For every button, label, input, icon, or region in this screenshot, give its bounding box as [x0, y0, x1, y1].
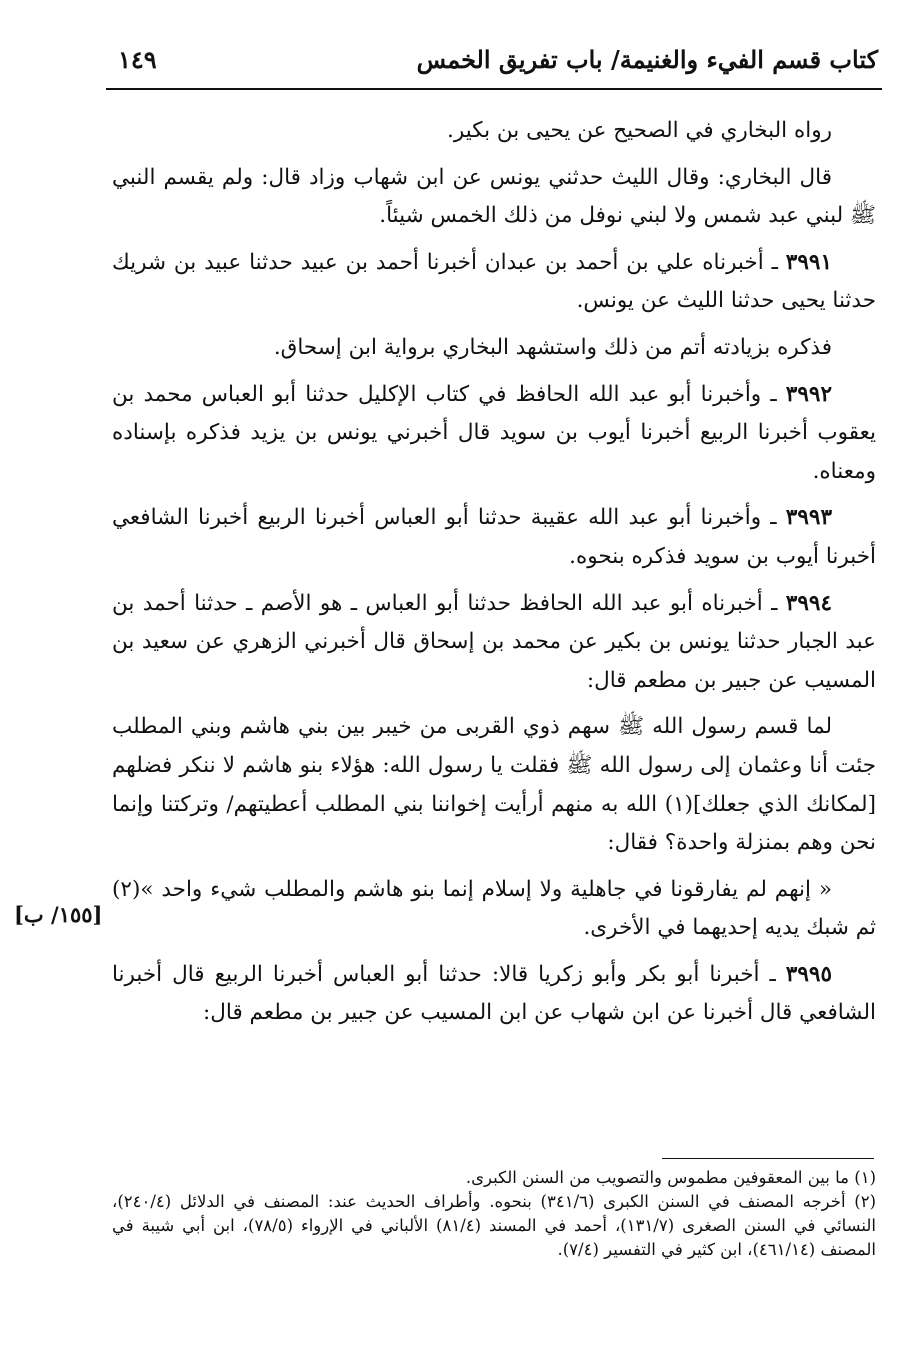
hadith-paragraph: [112, 499, 876, 576]
header-divider: [106, 88, 882, 90]
paragraph-text: « إنهم لم يفارقونا في جاهلية ولا إسلام إنما بنو هاشم والمطلب شيء واحد »(٢) ثم شبك يديه إحديهما في الأخرى.: [112, 876, 876, 941]
paragraph-text: فذكره بزيادته أتم من ذلك واستشهد البخاري برواية ابن إسحاق.: [273, 334, 832, 360]
paragraph: [112, 112, 876, 151]
manuscript-folio-ref: [١٥٥/ ب]: [14, 902, 103, 927]
paragraph: [112, 871, 876, 948]
paragraph-text: ـ أخبرناه أبو عبد الله الحافظ حدثنا أبو العباس ـ هو الأصم ـ حدثنا أحمد بن عبد الجبار حدثنا يونس بن بكير عن محمد بن إسحاق قال أخبرني الزهري عن سعيد بن المسيب عن جبير بن مطعم قال:: [112, 590, 876, 693]
hadith-number: ٣٩٩٤: [785, 590, 832, 616]
hadith-number: ٣٩٩٥: [785, 961, 832, 987]
footnotes: [112, 1166, 876, 1262]
running-title: كتاب قسم الفيء والغنيمة/ باب تفريق الخمس: [416, 44, 878, 74]
main-text: [112, 112, 876, 1041]
footnote-text: (١) ما بين المعقوفين مطموس والتصويب من السنن الكبرى.: [465, 1168, 876, 1187]
footnote: [112, 1166, 876, 1190]
footnote: [112, 1190, 876, 1262]
paragraph-text: لما قسم رسول الله ﷺ سهم ذوي القربى من خيبر بين بني هاشم وبني المطلب جئت أنا وعثمان إلى رسول الله ﷺ فقلت يا رسول الله: هؤلاء بنو هاشم لا ننكر فضلهم [لمكانك الذي جعلك](١) الله به منهم أرأيت إخواننا بني المطلب أعطيتهم/ وتركتنا وإنما نحن وهم بمنزلة واحدة؟ فقال:: [112, 714, 876, 856]
footnote-text: (٢) أخرجه المصنف في السنن الكبرى (٣٤١/٦) بنحوه. وأطراف الحديث عند: المصنف في الدلائل (٢٤٠/٤)، النسائي في السنن الصغرى (١٣١/٧)، أحمد في المسند (٨١/٤) الألباني في الإرواء (٧٨/٥)، ابن أبي شيبة في المصنف (٤٦١/١٤)، ابن كثير في التفسير (٧/٤).: [112, 1192, 877, 1259]
page-header: [118, 40, 878, 78]
paragraph: [112, 329, 876, 368]
hadith-paragraph: [112, 585, 876, 701]
footnote-divider: [662, 1158, 874, 1159]
paragraph: [112, 708, 876, 862]
hadith-number: ٣٩٩١: [785, 249, 832, 275]
paragraph-text: ـ وأخبرنا أبو عبد الله الحافظ في كتاب الإكليل حدثنا أبو العباس محمد بن يعقوب أخبرنا الربيع أخبرنا أيوب بن سويد قال أخبرني يونس بن يزيد فذكره بإسناده ومعناه.: [112, 381, 876, 484]
paragraph-text: ـ وأخبرنا أبو عبد الله عقيبة حدثنا أبو العباس أخبرنا الربيع أخبرنا الشافعي أخبرنا أيوب بن سويد فذكره بنحوه.: [112, 505, 876, 569]
paragraph: [112, 159, 876, 236]
paragraph-text: ـ أخبرناه علي بن أحمد بن عبدان أخبرنا أحمد بن عبيد حدثنا عبيد بن شريك حدثنا يحيى حدثنا الليث عن يونس.: [112, 249, 876, 314]
paragraph-text: رواه البخاري في الصحيح عن يحيى بن بكير.: [447, 118, 832, 143]
hadith-paragraph: [112, 244, 876, 321]
hadith-number: ٣٩٩٢: [785, 381, 832, 407]
hadith-number: ٣٩٩٣: [785, 505, 832, 531]
hadith-paragraph: [112, 376, 876, 492]
page-number: ١٤٩: [118, 44, 157, 74]
paragraph-text: ـ أخبرنا أبو بكر وأبو زكريا قالا: حدثنا أبو العباس أخبرنا الربيع قال أخبرنا الشافعي قال أخبرنا عن ابن شهاب عن ابن المسيب عن جبير بن مطعم قال:: [112, 961, 876, 1026]
hadith-paragraph: [112, 956, 876, 1033]
paragraph-text: قال البخاري: وقال الليث حدثني يونس عن ابن شهاب وزاد قال: ولم يقسم النبي ﷺ لبني عبد شمس ولا لبني نوفل من ذلك الخمس شيئاً.: [112, 164, 876, 229]
